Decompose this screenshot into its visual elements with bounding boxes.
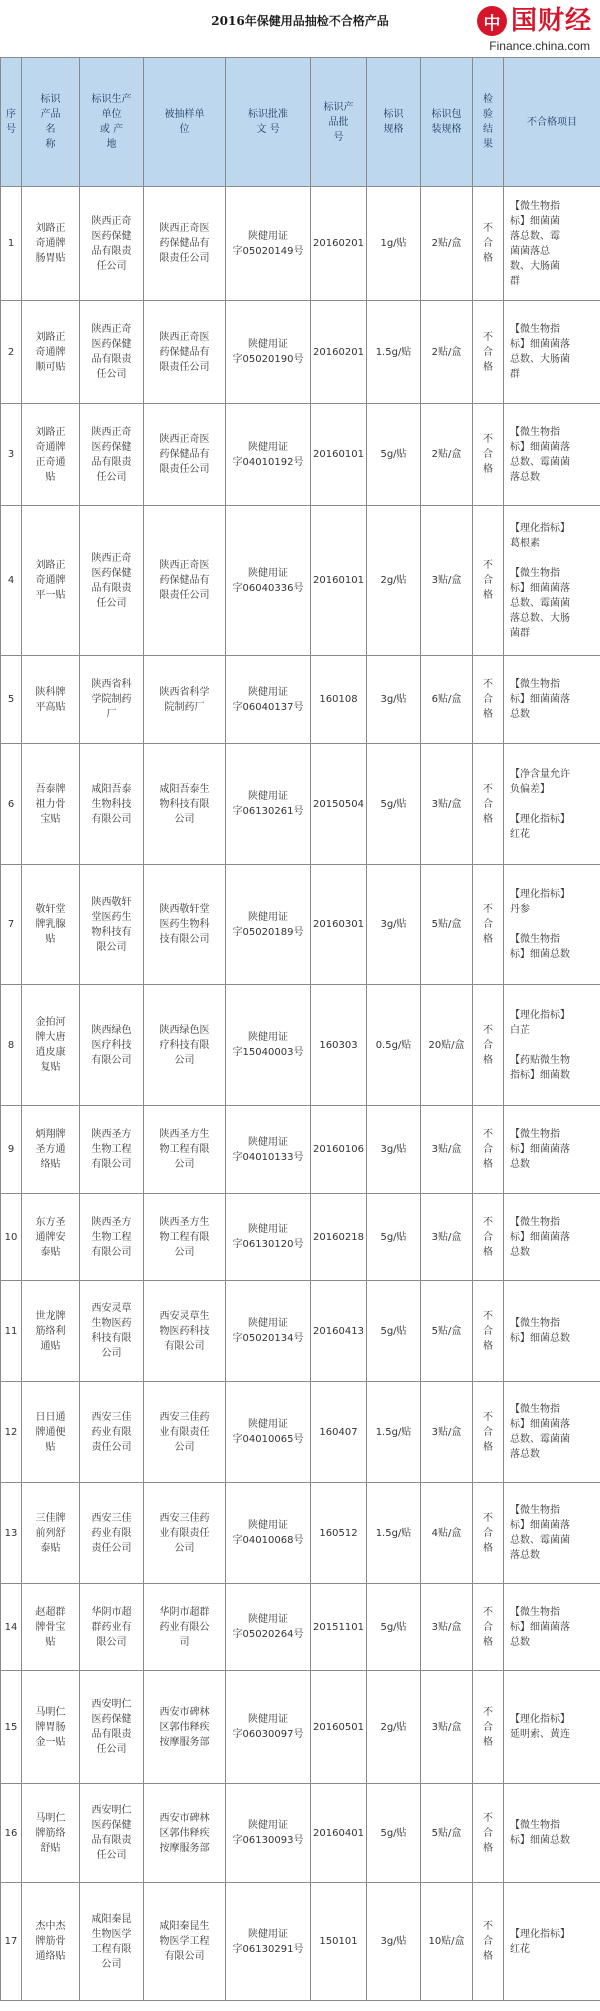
manufacturer: 西安三佳 药业有限 责任公司 bbox=[80, 1483, 144, 1584]
approval-number: 陕健用证 字04010133号 bbox=[226, 1106, 311, 1194]
specification: 1.5g/贴 bbox=[367, 1483, 421, 1584]
approval-number: 陕健用证 字06130261号 bbox=[226, 744, 311, 865]
table-row bbox=[1, 1883, 600, 2001]
approval-number: 陕健用证 字05020149号 bbox=[226, 187, 311, 301]
table-row bbox=[1, 1281, 600, 1382]
table-row bbox=[1, 187, 600, 301]
package-spec: 5贴/盒 bbox=[421, 865, 473, 985]
approval-number: 陕健用证 字05020190号 bbox=[226, 301, 311, 404]
sampled-unit: 咸阳秦昆生 物医学工程 有限公司 bbox=[144, 1883, 226, 2001]
package-spec: 2贴/盒 bbox=[421, 404, 473, 506]
batch-number: 20160201 bbox=[311, 187, 367, 301]
batch-number: 20160101 bbox=[311, 506, 367, 656]
row-number: 9 bbox=[1, 1106, 22, 1194]
sampled-unit: 陕西正奇医 药保健品有 限责任公司 bbox=[144, 404, 226, 506]
sampled-unit: 陕西圣方生 物工程有限 公司 bbox=[144, 1194, 226, 1281]
batch-number: 160108 bbox=[311, 656, 367, 744]
sampled-unit: 西安市碑林 区郭伟释疾 按摩服务部 bbox=[144, 1784, 226, 1883]
approval-number: 陕健用证 字15040003号 bbox=[226, 985, 311, 1106]
sampled-unit: 陕西绿色医 疗科技有限 公司 bbox=[144, 985, 226, 1106]
batch-number: 20160201 bbox=[311, 301, 367, 404]
defect-item: 【理化指标】 丹参 【微生物指 标】细菌总数 bbox=[504, 865, 600, 985]
column-header: 标识 规格 bbox=[367, 58, 421, 187]
table-header-row bbox=[1, 58, 600, 187]
batch-number: 20160501 bbox=[311, 1671, 367, 1784]
specification: 3g/贴 bbox=[367, 1883, 421, 2001]
defect-item: 【微生物指 标】细菌菌落 总数、霉菌菌 落总数 bbox=[504, 404, 600, 506]
table-row bbox=[1, 506, 600, 656]
product-name: 刘路正 奇通牌 肠胃贴 bbox=[22, 187, 80, 301]
batch-number: 20151101 bbox=[311, 1584, 367, 1671]
specification: 5g/贴 bbox=[367, 1194, 421, 1281]
defect-item: 【微生物指 标】细菌菌落 总数 bbox=[504, 1584, 600, 1671]
package-spec: 3贴/盒 bbox=[421, 1584, 473, 1671]
package-spec: 3贴/盒 bbox=[421, 744, 473, 865]
row-number: 12 bbox=[1, 1382, 22, 1483]
test-result: 不 合 格 bbox=[473, 865, 504, 985]
row-number: 1 bbox=[1, 187, 22, 301]
defect-item: 【微生物指 标】细菌菌落 总数 bbox=[504, 1194, 600, 1281]
column-header: 标识包 装规格 bbox=[421, 58, 473, 187]
specification: 2g/贴 bbox=[367, 1671, 421, 1784]
approval-number: 陕健用证 字06040137号 bbox=[226, 656, 311, 744]
specification: 5g/贴 bbox=[367, 744, 421, 865]
table-row bbox=[1, 985, 600, 1106]
batch-number: 20160218 bbox=[311, 1194, 367, 1281]
manufacturer: 西安灵草 生物医药 科技有限 公司 bbox=[80, 1281, 144, 1382]
test-result: 不 合 格 bbox=[473, 301, 504, 404]
manufacturer: 陕西正奇 医药保健 品有限责 任公司 bbox=[80, 506, 144, 656]
row-number: 4 bbox=[1, 506, 22, 656]
table-row bbox=[1, 1671, 600, 1784]
package-spec: 5贴/盒 bbox=[421, 1281, 473, 1382]
test-result: 不 合 格 bbox=[473, 1106, 504, 1194]
specification: 5g/贴 bbox=[367, 404, 421, 506]
manufacturer: 陕西省科 学院制药 厂 bbox=[80, 656, 144, 744]
approval-number: 陕健用证 字04010065号 bbox=[226, 1382, 311, 1483]
specification: 5g/贴 bbox=[367, 1281, 421, 1382]
product-name: 三佳牌 前列舒 泰贴 bbox=[22, 1483, 80, 1584]
batch-number: 20160101 bbox=[311, 404, 367, 506]
row-number: 13 bbox=[1, 1483, 22, 1584]
package-spec: 4贴/盒 bbox=[421, 1483, 473, 1584]
approval-number: 陕健用证 字04010192号 bbox=[226, 404, 311, 506]
specification: 5g/贴 bbox=[367, 1784, 421, 1883]
test-result: 不 合 格 bbox=[473, 1671, 504, 1784]
approval-number: 陕健用证 字04010068号 bbox=[226, 1483, 311, 1584]
approval-number: 陕健用证 字05020134号 bbox=[226, 1281, 311, 1382]
test-result: 不 合 格 bbox=[473, 1382, 504, 1483]
table-row bbox=[1, 1106, 600, 1194]
sampled-unit: 西安三佳药 业有限责任 公司 bbox=[144, 1382, 226, 1483]
test-result: 不 合 格 bbox=[473, 744, 504, 865]
page-title: 2016年保健用品抽检不合格产品 bbox=[211, 14, 389, 28]
product-name: 东方圣 通牌安 泰贴 bbox=[22, 1194, 80, 1281]
row-number: 10 bbox=[1, 1194, 22, 1281]
sampled-unit: 陕西正奇医 药保健品有 限责任公司 bbox=[144, 301, 226, 404]
manufacturer: 陕西正奇 医药保健 品有限责 任公司 bbox=[80, 301, 144, 404]
defect-item: 【理化指标】 白芷 【药贴微生物 指标】细菌数 bbox=[504, 985, 600, 1106]
sampled-unit: 西安三佳药 业有限责任 公司 bbox=[144, 1483, 226, 1584]
test-result: 不 合 格 bbox=[473, 1883, 504, 2001]
specification: 1.5g/贴 bbox=[367, 1382, 421, 1483]
column-header: 被抽样单 位 bbox=[144, 58, 226, 187]
approval-number: 陕健用证 字06040336号 bbox=[226, 506, 311, 656]
defect-item: 【理化指标】 葛根素 【微生物指 标】细菌菌落 总数、霉菌菌 落总数、大肠 菌群 bbox=[504, 506, 600, 656]
row-number: 17 bbox=[1, 1883, 22, 2001]
row-number: 5 bbox=[1, 656, 22, 744]
column-header: 标识批准 文 号 bbox=[226, 58, 311, 187]
manufacturer: 咸阳吾泰 生物科技 有限公司 bbox=[80, 744, 144, 865]
approval-number: 陕健用证 字06030097号 bbox=[226, 1671, 311, 1784]
sampled-unit: 陕西正奇医 药保健品有 限责任公司 bbox=[144, 506, 226, 656]
row-number: 15 bbox=[1, 1671, 22, 1784]
test-result: 不 合 格 bbox=[473, 187, 504, 301]
defect-item: 【微生物指 标】细菌菌 落总数、霉 菌菌落总 数、大肠菌 群 bbox=[504, 187, 600, 301]
manufacturer: 西安明仁 医药保健 品有限责 任公司 bbox=[80, 1671, 144, 1784]
defect-item: 【理化指标】 红花 bbox=[504, 1883, 600, 2001]
product-name: 杰中杰 牌筋骨 通络贴 bbox=[22, 1883, 80, 2001]
product-name: 金拍河 牌大唐 逍皮康 复贴 bbox=[22, 985, 80, 1106]
table-row bbox=[1, 656, 600, 744]
batch-number: 150101 bbox=[311, 1883, 367, 2001]
product-name: 陕科牌 平高贴 bbox=[22, 656, 80, 744]
test-result: 不 合 格 bbox=[473, 404, 504, 506]
product-name: 刘路正 奇通牌 正奇通 贴 bbox=[22, 404, 80, 506]
logo-text: 国财经 bbox=[510, 6, 592, 36]
unqualified-products-table bbox=[0, 57, 600, 2001]
manufacturer: 陕西敬轩 堂医药生 物科技有 限公司 bbox=[80, 865, 144, 985]
product-name: 马明仁 牌筋络 舒贴 bbox=[22, 1784, 80, 1883]
package-spec: 2贴/盒 bbox=[421, 301, 473, 404]
product-name: 日日通 牌通便 贴 bbox=[22, 1382, 80, 1483]
batch-number: 20160301 bbox=[311, 865, 367, 985]
row-number: 16 bbox=[1, 1784, 22, 1883]
package-spec: 3贴/盒 bbox=[421, 1106, 473, 1194]
table-row bbox=[1, 1483, 600, 1584]
row-number: 7 bbox=[1, 865, 22, 985]
defect-item: 【理化指标】 延明索、黄连 bbox=[504, 1671, 600, 1784]
row-number: 2 bbox=[1, 301, 22, 404]
batch-number: 160303 bbox=[311, 985, 367, 1106]
logo-subtext: Finance.china.com bbox=[489, 39, 590, 53]
column-header: 标识产 品批 号 bbox=[311, 58, 367, 187]
batch-number: 160512 bbox=[311, 1483, 367, 1584]
table-row bbox=[1, 1382, 600, 1483]
batch-number: 20160413 bbox=[311, 1281, 367, 1382]
defect-item: 【微生物指 标】细菌菌落 总数 bbox=[504, 656, 600, 744]
table-row bbox=[1, 404, 600, 506]
approval-number: 陕健用证 字05020189号 bbox=[226, 865, 311, 985]
defect-item: 【微生物指 标】细菌菌落 总数、霉菌菌 落总数 bbox=[504, 1382, 600, 1483]
package-spec: 6贴/盒 bbox=[421, 656, 473, 744]
specification: 3g/贴 bbox=[367, 656, 421, 744]
table-row bbox=[1, 744, 600, 865]
manufacturer: 陕西正奇 医药保健 品有限责 任公司 bbox=[80, 404, 144, 506]
test-result: 不 合 格 bbox=[473, 1194, 504, 1281]
sampled-unit: 西安市碑林 区郭伟释疾 按摩服务部 bbox=[144, 1671, 226, 1784]
batch-number: 20160401 bbox=[311, 1784, 367, 1883]
row-number: 11 bbox=[1, 1281, 22, 1382]
row-number: 6 bbox=[1, 744, 22, 865]
table-row bbox=[1, 1584, 600, 1671]
defect-item: 【微生物指 标】细菌菌落 总数 bbox=[504, 1106, 600, 1194]
package-spec: 5贴/盒 bbox=[421, 1784, 473, 1883]
defect-item: 【微生物指 标】细菌总数 bbox=[504, 1281, 600, 1382]
sampled-unit: 华阴市超群 药业有限公 司 bbox=[144, 1584, 226, 1671]
manufacturer: 西安三佳 药业有限 责任公司 bbox=[80, 1382, 144, 1483]
product-name: 刘路正 奇通牌 平一贴 bbox=[22, 506, 80, 656]
sampled-unit: 陕西省科学 院制药厂 bbox=[144, 656, 226, 744]
batch-number: 160407 bbox=[311, 1382, 367, 1483]
specification: 0.5g/贴 bbox=[367, 985, 421, 1106]
approval-number: 陕健用证 字06130093号 bbox=[226, 1784, 311, 1883]
specification: 3g/贴 bbox=[367, 1106, 421, 1194]
package-spec: 20贴/盒 bbox=[421, 985, 473, 1106]
defect-item: 【微生物指 标】细菌总数 bbox=[504, 1784, 600, 1883]
column-header: 标识生产 单位 或 产 地 bbox=[80, 58, 144, 187]
defect-item: 【微生物指 标】细菌菌落 总数、大肠菌 群 bbox=[504, 301, 600, 404]
row-number: 3 bbox=[1, 404, 22, 506]
test-result: 不 合 格 bbox=[473, 1483, 504, 1584]
column-header: 标识 产品 名 称 bbox=[22, 58, 80, 187]
package-spec: 2贴/盒 bbox=[421, 187, 473, 301]
manufacturer: 陕西圣方 生物工程 有限公司 bbox=[80, 1106, 144, 1194]
approval-number: 陕健用证 字05020264号 bbox=[226, 1584, 311, 1671]
china-logo-icon: 中 bbox=[477, 6, 507, 36]
manufacturer: 陕西圣方 生物工程 有限公司 bbox=[80, 1194, 144, 1281]
batch-number: 20150504 bbox=[311, 744, 367, 865]
sampled-unit: 咸阳吾泰生 物科技有限 公司 bbox=[144, 744, 226, 865]
test-result: 不 合 格 bbox=[473, 1784, 504, 1883]
column-header: 序 号 bbox=[1, 58, 22, 187]
product-name: 炳翔牌 圣方通 络贴 bbox=[22, 1106, 80, 1194]
product-name: 赵超群 牌骨宝 贴 bbox=[22, 1584, 80, 1671]
specification: 3g/贴 bbox=[367, 865, 421, 985]
batch-number: 20160106 bbox=[311, 1106, 367, 1194]
specification: 5g/贴 bbox=[367, 1584, 421, 1671]
table-row bbox=[1, 865, 600, 985]
sampled-unit: 陕西圣方生 物工程有限 公司 bbox=[144, 1106, 226, 1194]
manufacturer: 华阴市超 群药业有 限公司 bbox=[80, 1584, 144, 1671]
sampled-unit: 陕西正奇医 药保健品有 限责任公司 bbox=[144, 187, 226, 301]
product-name: 刘路正 奇通牌 顺可贴 bbox=[22, 301, 80, 404]
package-spec: 10贴/盒 bbox=[421, 1883, 473, 2001]
defect-item: 【微生物指 标】细菌菌落 总数、霉菌菌 落总数 bbox=[504, 1483, 600, 1584]
row-number: 8 bbox=[1, 985, 22, 1106]
table-row bbox=[1, 1194, 600, 1281]
manufacturer: 西安明仁 医药保健 品有限责 任公司 bbox=[80, 1784, 144, 1883]
test-result: 不 合 格 bbox=[473, 985, 504, 1106]
test-result: 不 合 格 bbox=[473, 656, 504, 744]
column-header: 检 验 结 果 bbox=[473, 58, 504, 187]
package-spec: 3贴/盒 bbox=[421, 1382, 473, 1483]
package-spec: 3贴/盒 bbox=[421, 1194, 473, 1281]
product-name: 敬轩堂 牌乳腺 贴 bbox=[22, 865, 80, 985]
sampled-unit: 西安灵草生 物医药科技 有限公司 bbox=[144, 1281, 226, 1382]
specification: 1g/贴 bbox=[367, 187, 421, 301]
product-name: 世龙牌 筋络利 通贴 bbox=[22, 1281, 80, 1382]
approval-number: 陕健用证 字06130120号 bbox=[226, 1194, 311, 1281]
site-logo bbox=[412, 6, 592, 58]
package-spec: 3贴/盒 bbox=[421, 506, 473, 656]
product-name: 马明仁 牌胃肠 金一贴 bbox=[22, 1671, 80, 1784]
specification: 1.5g/贴 bbox=[367, 301, 421, 404]
test-result: 不 合 格 bbox=[473, 1584, 504, 1671]
table-row bbox=[1, 1784, 600, 1883]
test-result: 不 合 格 bbox=[473, 1281, 504, 1382]
sampled-unit: 陕西敬轩堂 医药生物科 技有限公司 bbox=[144, 865, 226, 985]
manufacturer: 陕西绿色 医疗科技 有限公司 bbox=[80, 985, 144, 1106]
test-result: 不 合 格 bbox=[473, 506, 504, 656]
row-number: 14 bbox=[1, 1584, 22, 1671]
manufacturer: 陕西正奇 医药保健 品有限责 任公司 bbox=[80, 187, 144, 301]
defect-item: 【净含量允许 负偏差】 【理化指标】 红花 bbox=[504, 744, 600, 865]
manufacturer: 咸阳秦昆 生物医学 工程有限 公司 bbox=[80, 1883, 144, 2001]
specification: 2g/贴 bbox=[367, 506, 421, 656]
package-spec: 3贴/盒 bbox=[421, 1671, 473, 1784]
column-header: 不合格项目 bbox=[504, 58, 600, 187]
table-row bbox=[1, 301, 600, 404]
product-name: 吾泰牌 祖力骨 宝贴 bbox=[22, 744, 80, 865]
approval-number: 陕健用证 字06130291号 bbox=[226, 1883, 311, 2001]
